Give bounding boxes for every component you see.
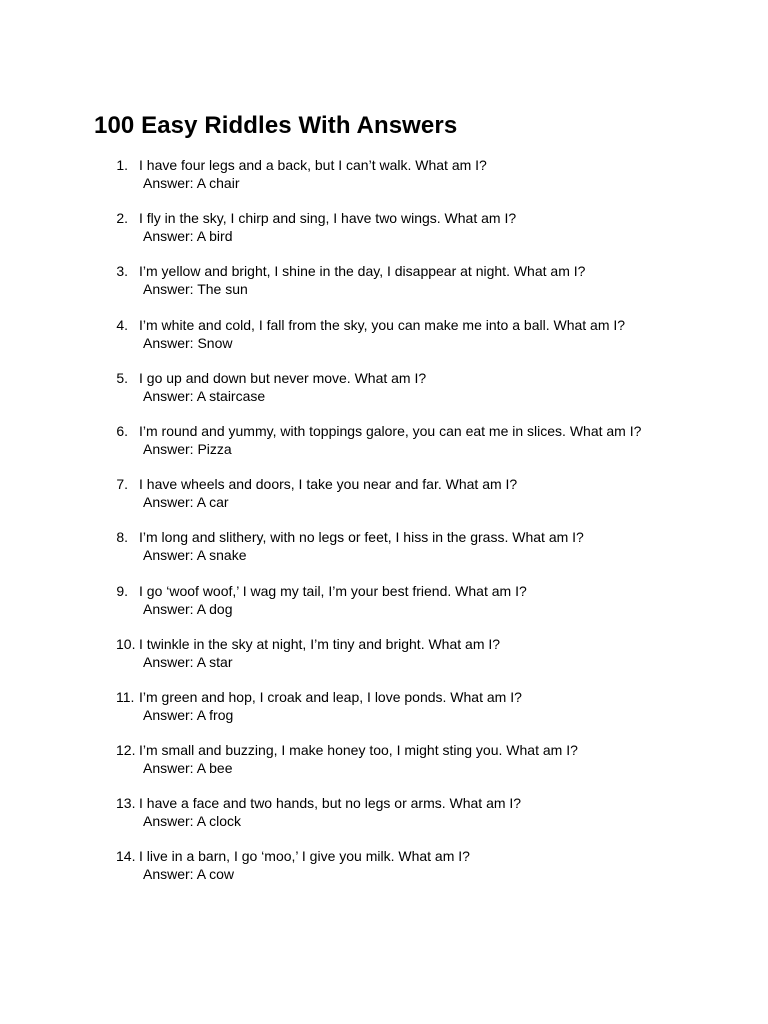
riddle-item: [0, 793, 768, 846]
riddle-answer: Answer: A star: [143, 653, 233, 670]
riddle-item: [0, 368, 768, 421]
riddle-question: I live in a barn, I go ‘moo,’ I give you milk. What am I?: [139, 848, 470, 865]
riddle-question: I have four legs and a back, but I can’t walk. What am I?: [139, 157, 487, 173]
riddle-item: [0, 846, 768, 899]
riddle-answer: Answer: A dog: [143, 600, 233, 617]
riddle-item: [0, 687, 768, 740]
riddle-answer: Answer: A bird: [143, 228, 233, 245]
riddle-question: I’m yellow and bright, I shine in the day, I disappear at night. What am I?: [139, 263, 586, 280]
riddle-question: I go ‘woof woof,’ I wag my tail, I’m your best friend. What am I?: [139, 582, 527, 599]
riddle-number: 13.: [116, 795, 136, 812]
riddle-question: I’m round and yummy, with toppings galore, you can eat me in slices. What am I?: [139, 422, 642, 439]
riddle-list: [0, 155, 768, 900]
riddle-question: I go up and down but never move. What am I?: [139, 369, 427, 386]
document-title: 100 Easy Riddles With Answers: [94, 112, 458, 139]
riddle-number: 9.: [116, 582, 128, 599]
riddle-answer: Answer: The sun: [143, 281, 248, 298]
riddle-question: I’m small and buzzing, I make honey too, I might sting you. What am I?: [139, 742, 578, 759]
riddle-answer: Answer: A chair: [143, 175, 240, 191]
riddle-question: I’m green and hop, I croak and leap, I love ponds. What am I?: [139, 688, 522, 705]
riddle-question: I have wheels and doors, I take you near and far. What am I?: [139, 476, 518, 493]
riddle-number: 1.: [116, 157, 128, 173]
riddle-item: [0, 527, 768, 580]
riddle-answer: Answer: Snow: [143, 334, 233, 351]
riddle-item: [0, 421, 768, 474]
riddle-number: 12.: [116, 742, 136, 759]
riddle-number: 8.: [116, 529, 128, 546]
riddle-item: [0, 208, 768, 261]
riddle-question: I’m white and cold, I fall from the sky, you can make me into a ball. What am I?: [139, 316, 626, 333]
riddle-number: 11.: [116, 688, 135, 705]
riddle-question: I’m long and slithery, with no legs or feet, I hiss in the grass. What am I?: [139, 529, 584, 546]
riddle-number: 6.: [116, 422, 128, 439]
riddle-question: I fly in the sky, I chirp and sing, I have two wings. What am I?: [139, 210, 517, 227]
riddle-item: [0, 634, 768, 687]
riddle-answer: Answer: A snake: [143, 547, 247, 564]
riddle-item: [0, 261, 768, 314]
riddle-question: I twinkle in the sky at night, I’m tiny and bright. What am I?: [139, 635, 501, 652]
riddle-item: [0, 155, 768, 208]
riddle-number: 3.: [116, 263, 128, 280]
riddle-question: I have a face and two hands, but no legs or arms. What am I?: [139, 795, 522, 812]
riddle-number: 5.: [116, 369, 128, 386]
riddle-item: [0, 740, 768, 793]
riddle-number: 10.: [116, 635, 136, 652]
riddle-number: 2.: [116, 210, 128, 227]
riddle-number: 14.: [116, 848, 136, 865]
riddle-answer: Answer: A frog: [143, 706, 234, 723]
riddle-answer: Answer: A staircase: [143, 387, 266, 404]
riddle-item: [0, 474, 768, 527]
riddle-answer: Answer: Pizza: [143, 440, 232, 457]
riddle-number: 7.: [116, 476, 128, 493]
riddle-answer: Answer: A clock: [143, 813, 242, 830]
riddle-item: [0, 315, 768, 368]
riddle-number: 4.: [116, 316, 128, 333]
riddle-answer: Answer: A car: [143, 494, 229, 511]
riddle-answer: Answer: A cow: [143, 866, 235, 883]
riddle-answer: Answer: A bee: [143, 760, 233, 777]
riddle-item: [0, 581, 768, 634]
